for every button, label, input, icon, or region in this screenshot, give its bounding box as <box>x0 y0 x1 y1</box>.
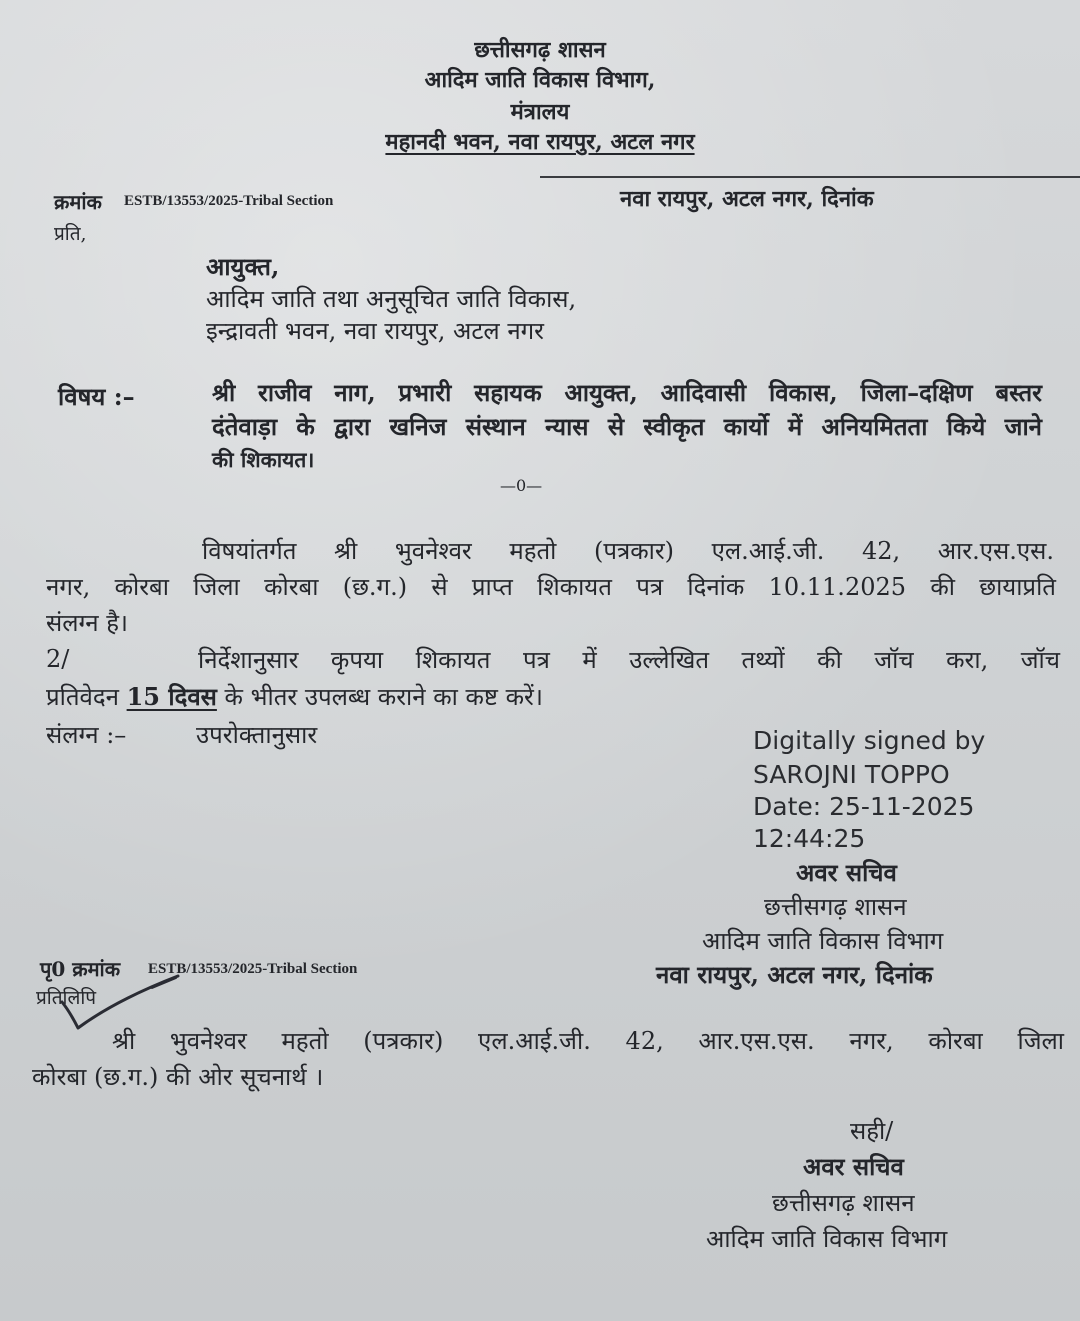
copy-ref-code: ESTB/13553/2025-Tribal Section <box>148 961 358 977</box>
copy-line2: कोरबा (छ.ग.) की ओर सूचनार्थ । <box>32 1063 324 1091</box>
header-rule <box>540 176 1080 178</box>
para2-line2 <box>46 680 543 713</box>
para2-line1: निर्देशानुसार कृपया शिकायत पत्र में उल्लेखित तथ्यों की जॉच करा, जॉच <box>198 646 1060 674</box>
copy-ref-label: पृ0 क्रमांक <box>40 957 121 981</box>
copy-label: प्रतिलिपि <box>36 987 97 1009</box>
subject-line2: दंतेवाड़ा के द्वारा खनिज संस्थान न्यास से स्वीकृत कार्यो में अनियमितता किये जाने <box>212 412 1042 441</box>
signatory-designation: अवर सचिव <box>796 858 897 887</box>
ref-place-date: नवा रायपुर, अटल नगर, दिनांक <box>620 186 874 212</box>
addressee-line2: आदिम जाति तथा अनुसूचित जाति विकास, <box>206 285 577 313</box>
header-department: आदिम जाति विकास विभाग, <box>424 67 656 93</box>
deadline-days: 15 दिवस <box>126 682 217 711</box>
header-address: महानदी भवन, नवा रायपुर, अटल नगर <box>385 129 695 155</box>
signatory-org1: छत्तीसगढ़ शासन <box>764 893 907 921</box>
copy-line1: श्री भुवनेश्वर महतो (पत्रकार) एल.आई.जी. 42, आर.एस.एस. नगर, कोरबा जिला <box>112 1027 1064 1055</box>
ref-code: ESTB/13553/2025-Tribal Section <box>124 193 334 209</box>
addressee-line3: इन्द्रावती भवन, नवा रायपुर, अटल नगर <box>206 317 544 345</box>
para2-rest: के भीतर उपलब्ध कराने का कष्ट करें। <box>224 683 543 711</box>
subject-line1: श्री राजीव नाग, प्रभारी सहायक आयुक्त, आदिवासी विकास, जिला–दक्षिण बस्तर <box>212 378 1042 407</box>
subject-divider: —0— <box>500 476 543 495</box>
enclosure-value: उपरोक्तानुसार <box>196 721 318 749</box>
addressee-title: आयुक्त, <box>206 252 280 281</box>
signature-digital-line: Digitally signed by <box>753 726 986 755</box>
signature-name: SAROJNI TOPPO <box>753 760 950 789</box>
signature-date: Date: 25-11-2025 <box>753 792 975 821</box>
signature-time: 12:44:25 <box>753 824 866 853</box>
para2-word-report: प्रतिवेदन <box>46 683 119 711</box>
para1-line2: नगर, कोरबा जिला कोरबा (छ.ग.) से प्राप्त शिकायत पत्र दिनांक 10.11.2025 की छायाप्रति <box>46 573 1056 601</box>
header-ministry: मंत्रालय <box>510 99 570 125</box>
enclosure-label: संलग्न :– <box>46 721 127 749</box>
subject-label: विषय :– <box>58 382 135 411</box>
para2-number: 2/ <box>46 645 70 673</box>
to-label: प्रति, <box>54 223 87 245</box>
signatory-place-date: नवा रायपुर, अटल नगर, दिनांक <box>656 960 933 989</box>
para1-line1: विषयांतर्गत श्री भुवनेश्वर महतो (पत्रकार) एल.आई.जी. 42, आर.एस.एस. <box>202 537 1054 565</box>
footer-org2: आदिम जाति विकास विभाग <box>706 1225 948 1253</box>
para1-line3: संलग्न है। <box>46 609 129 637</box>
footer-org1: छत्तीसगढ़ शासन <box>772 1189 915 1217</box>
ref-label: क्रमांक <box>54 190 102 214</box>
footer-designation: अवर सचिव <box>803 1152 904 1181</box>
header-government: छत्तीसगढ़ शासन <box>474 37 606 63</box>
footer-verified: सही/ <box>850 1117 894 1145</box>
subject-line3: की शिकायत। <box>212 447 315 472</box>
signatory-org2: आदिम जाति विकास विभाग <box>702 927 944 955</box>
